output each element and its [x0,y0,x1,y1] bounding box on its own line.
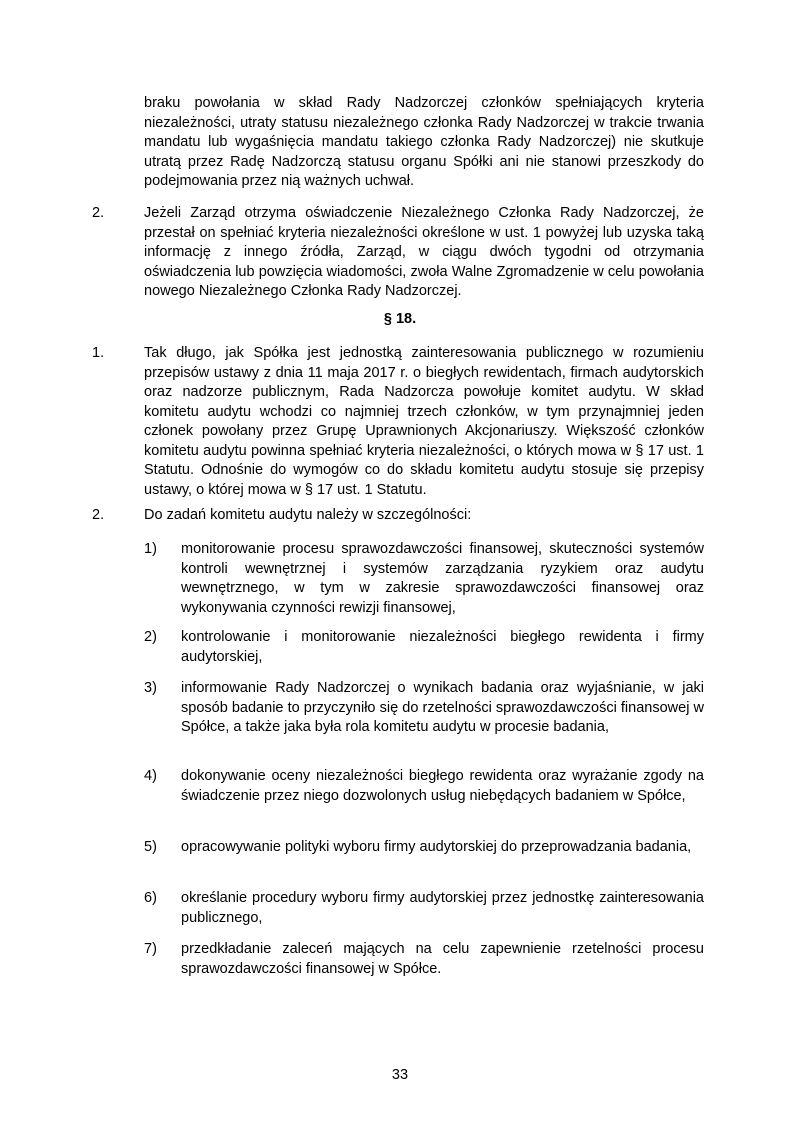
item-number-18-2: 2. [92,507,105,523]
subitem-text: opracowywanie polityki wyboru firmy audytorskiej do przeprowadzania badania, [181,839,692,855]
section-title-18: § 18. [383,311,417,327]
item-number-18-1: 1. [92,345,105,361]
subitem-number: 5) [144,839,157,855]
subitem-text: dokonywanie oceny niezależności biegłego rewidenta oraz wyrażanie zgody na świadczenie przez niego dozwolonych usług niebędących badaniem w Spółce, [181,768,704,804]
subitem-number: 2) [144,629,157,645]
subitem-number: 3) [144,680,157,696]
subitem-number: 1) [144,541,157,557]
page-number: 33 [391,1067,409,1083]
item-text-18-1: Tak długo, jak Spółka jest jednostką zainteresowania publicznego w rozumieniu przepisów ustawy z dnia 11 maja 2017 r. o biegłych rewidentach, firmach audytorskich oraz nadzorze publicznym, Rada Nadzorcza powołuje komitet audytu. W skład komitetu audytu wchodzi co najmniej trzech członków, w tym przynajmniej jeden członek powołany przez Grupę Uprawnionych Akcjonariuszy. Większość członków komitetu audytu powinna spełniać kryteria niezależności, o których mowa w § 17 ust. 1 Statutu. Odnośnie do wymogów co do składu komitetu audytu stosuje się przepisy ustawy, o której mowa w § 17 ust. 1 Statutu. [144,345,704,498]
subitem-number: 6) [144,890,157,906]
subitem-text: monitorowanie procesu sprawozdawczości finansowej, skuteczności systemów kontroli wewnętrznej i systemów zarządzania ryzykiem oraz audytu wewnętrznego, w tym w zakresie sprawozdawczości finansowej oraz wykonywania czynności rewizji finansowej, [181,541,704,616]
subitem-text: przedkładanie zaleceń mających na celu zapewnienie rzetelności procesu sprawozdawczości finansowej w Spółce. [181,941,704,977]
intro-paragraph: braku powołania w skład Rady Nadzorczej członków spełniających kryteria niezależności, utraty statusu niezależnego członka Rady Nadzorczej w trakcie trwania mandatu lub wygaśnięcia mandatu takiego członka Rady Nadzorczej) nie skutkuje utratą przez Radę Nadzorczą statusu organu Spółki ani nie stanowi przeszkody do podejmowania przez nią ważnych uchwał. [144,95,704,189]
item-text-17-2: Jeżeli Zarząd otrzyma oświadczenie Niezależnego Członka Rady Nadzorczej, że przestał on spełniać kryteria niezależności określone w ust. 1 powyżej lub uzyska taką informację z innego źródła, Zarząd, w ciągu dwóch tygodni od otrzymania oświadczenia lub powzięcia wiadomości, zwoła Walne Zgromadzenie w celu powołania nowego Niezależnego Członka Rady Nadzorczej. [144,205,704,299]
subitem-number: 4) [144,768,157,784]
item-number-17-2: 2. [92,205,105,221]
subitem-number: 7) [144,941,157,957]
subitem-text: kontrolowanie i monitorowanie niezależności biegłego rewidenta i firmy audytorskiej, [181,629,704,665]
subitem-text: informowanie Rady Nadzorczej o wynikach badania oraz wyjaśnianie, w jaki sposób badanie to przyczyniło się do rzetelności sprawozdawczości finansowej w Spółce, a także jaka była rola komitetu audytu w procesie badania, [181,680,704,735]
item-text-18-2: Do zadań komitetu audytu należy w szczególności: [144,507,472,523]
subitem-text: określanie procedury wyboru firmy audytorskiej przez jednostkę zainteresowania publicznego, [181,890,704,926]
